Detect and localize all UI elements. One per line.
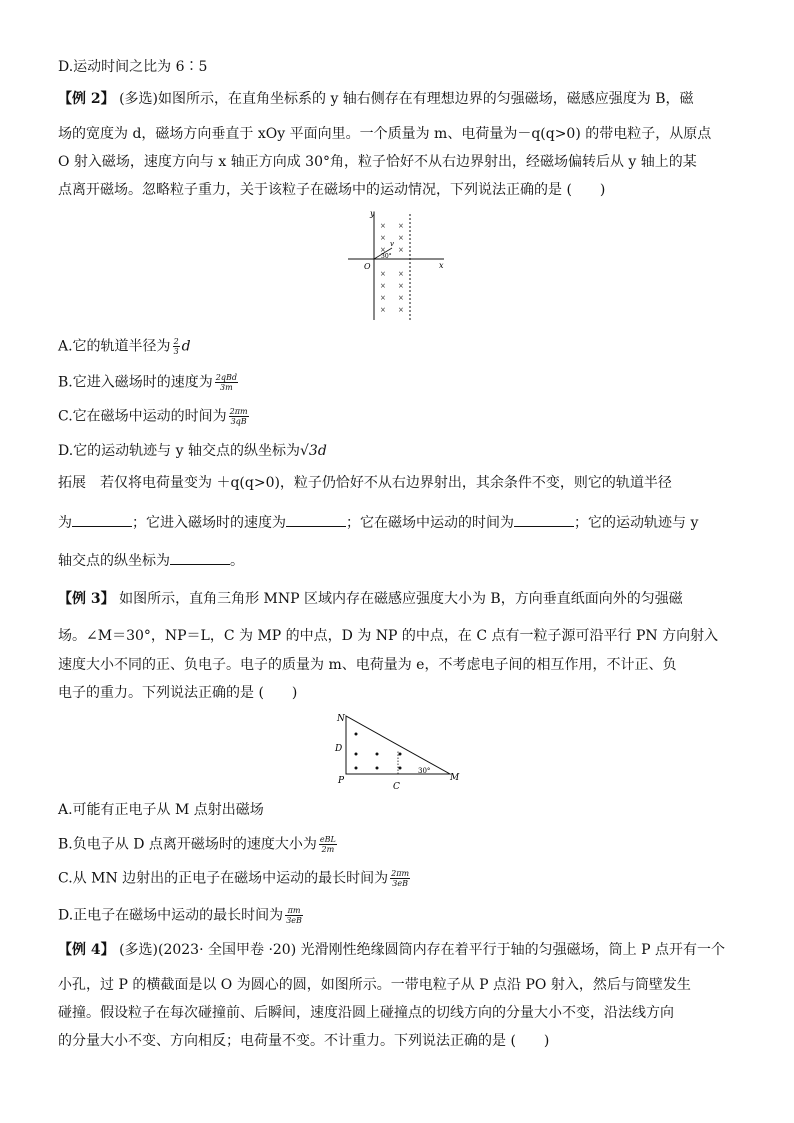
answer-blank-radius[interactable] [72,514,132,527]
example-2-option-d: D.它的运动轨迹与 y 轴交点的纵坐标为√3d [58,443,327,459]
example-2-line-3: O 射入磁场，速度方向与 x 轴正方向成 30°角，粒子恰好不从右边界射出，经磁场偏转后从 y 轴上的某 [58,154,697,170]
extension-line-1: 拓展 若仅将电荷量变为 ＋q(q>0)，粒子仍恰好不从右边界射出，其余条件不变，则它的轨道半径 [58,475,672,491]
point-d-label: D [335,744,343,754]
svg-text:×: × [380,282,386,290]
svg-text:×: × [380,234,386,242]
example-3-option-d: D.正电子在磁场中运动的最长时间为 $\frac{\pi m}{3eB}$ [58,906,302,925]
svg-text:×: × [398,246,404,254]
vertex-n-label: N [337,714,345,724]
svg-text:×: × [398,306,404,314]
example-2-option-c: C.它在磁场中运动的时间为 $\frac{2\pi m}{3qB}$ [58,407,248,426]
example-3-option-b: B.负电子从 D 点离开磁场时的速度大小为 $\frac{\text{eBL}}{2m}$ [58,835,336,854]
figure-right-triangle-field [330,710,465,796]
example-3-option-c: C.从 MN 边射出的正电子在磁场中运动的最长时间为 $\frac{2\pi m}{3eB}$ [58,869,410,888]
example-3-line-3: 速度大小不同的正、负电子。电子的质量为 m、电荷量为 e，不考虑电子间的相互作用，不计正、负 [58,657,677,673]
svg-text:×: × [380,306,386,314]
example-2-tag: 【例 2】 [58,91,115,107]
example-3-tag: 【例 3】 [58,591,115,607]
answer-blank-speed[interactable] [286,514,346,527]
example-3-line-1: 【例 3】 如图所示，直角三角形 MNP 区域内存在磁感应强度大小为 B，方向垂直纸面向外的匀强磁 [58,591,683,607]
vertex-p-label: P [338,776,345,786]
y-axis-label: y [370,209,375,218]
answer-blank-intercept[interactable] [170,552,230,565]
example-4-line-2: 小孔，过 P 的横截面是以 O 为圆心的圆，如图所示。一带电粒子从 P 点沿 PO 射入，然后与筒壁发生 [58,977,691,993]
svg-text:×: × [380,246,386,254]
example-4-tag: 【例 4】 [58,942,115,958]
example-2-option-a: A.它的轨道半径为 $\frac{2}{3}$ d [58,337,191,356]
vertex-m-label: M [450,773,460,783]
svg-text:×: × [398,234,404,242]
example-2-option-b: B.它进入磁场时的速度为 $\frac{\text{2qBd}}{3m}$ [58,373,237,392]
x-axis-label: x [439,261,444,270]
svg-text:×: × [380,270,386,278]
svg-text:×: × [380,294,386,302]
svg-text:×: × [398,282,404,290]
example-2-line-2: 场的宽度为 d，磁场方向垂直于 xOy 平面向里。一个质量为 m、电荷量为－q(q>0) 的带电粒子，从原点 [58,126,712,142]
example-4-line-3: 碰撞。假设粒子在每次碰撞前、后瞬间，速度沿圆上碰撞点的切线方向的分量大小不变，沿法线方向 [58,1005,674,1021]
example-3-line-4: 电子的重力。下列说法正确的是 ( ) [58,685,298,701]
angle-label: 30° [381,253,392,260]
velocity-label: v [390,240,394,248]
svg-text:×: × [398,294,404,302]
example-2-line-4: 点离开磁场。忽略粒子重力，关于该粒子在磁场中的运动情况，下列说法正确的是 ( ) [58,182,606,198]
extension-line-3: 轴交点的纵坐标为 。 [58,553,244,569]
field-crosses [380,222,404,314]
prev-option-d: D.运动时间之比为 6∶5 [58,59,208,75]
angle-m-label: 30° [418,767,431,775]
svg-text:×: × [398,222,404,230]
origin-label: O [364,262,371,271]
extension-line-2: 为 ；它进入磁场时的速度为 ；它在磁场中运动的时间为 ；它的运动轨迹与 y [58,515,699,531]
field-dots [355,733,402,770]
example-4-line-1: 【例 4】 (多选)(2023· 全国甲卷 ·20) 光滑刚性绝缘圆筒内存在着平行于轴的匀强磁场，筒上 P 点开有一个 [58,942,725,958]
answer-blank-time[interactable] [514,514,574,527]
point-c-label: C [393,782,400,792]
example-2-text-1: (多选)如图所示，在直角坐标系的 y 轴右侧存在有理想边界的匀强磁场，磁感应强度为 B，磁 [119,91,694,107]
example-4-line-4: 的分量大小不变、方向相反；电荷量不变。不计重力。下列说法正确的是 ( ) [58,1033,550,1049]
example-2-line-1 [58,90,694,108]
example-3-option-a: A.可能有正电子从 M 点射出磁场 [58,802,264,818]
svg-text:×: × [398,270,404,278]
svg-text:×: × [380,222,386,230]
figure-magnetic-field-strip [344,208,454,326]
example-3-line-2: 场。∠M＝30°，NP＝L，C 为 MP 的中点，D 为 NP 的中点，在 C 点有一粒子源可沿平行 PN 方向射入 [58,628,719,644]
